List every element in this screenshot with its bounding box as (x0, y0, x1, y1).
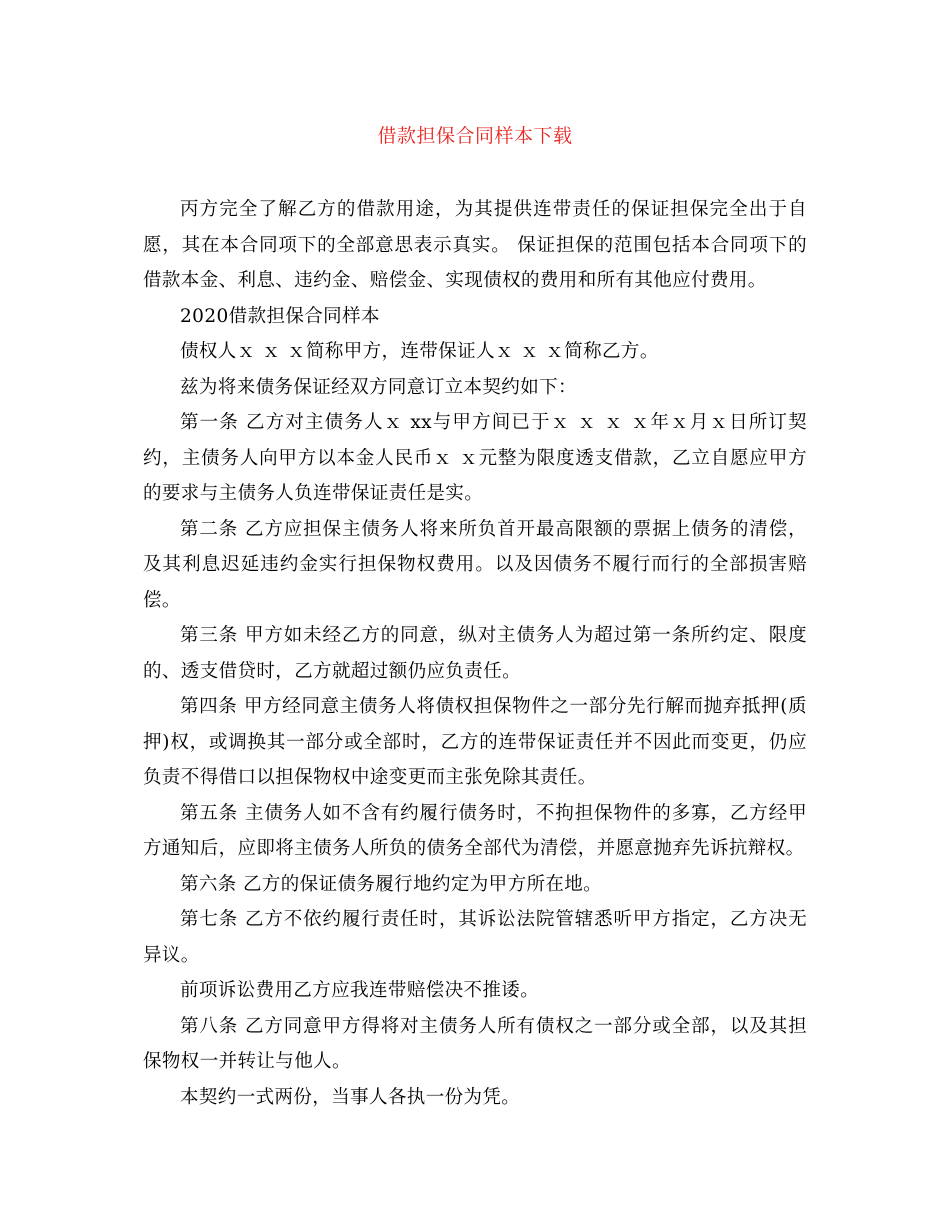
paragraph-sample-heading: 2020借款担保合同样本 (180, 305, 380, 327)
paragraph-article-1: 第一条 乙方对主债务人ｘ xx与甲方间已于ｘ ｘ ｘ ｘ年ｘ月ｘ日所订契约，主债务人向甲方以本金人民币ｘ ｘ元整为限度透支借款，乙立自愿应甲方的要求与主债务人负连带保证责任是实。 (143, 412, 807, 504)
paragraph-preamble: 兹为将来债务保证经双方同意订立本契约如下： (180, 376, 577, 398)
paragraph-article-8: 第八条 乙方同意甲方得将对主债务人所有债权之一部分或全部，以及其担保物权一并转让与他人。 (143, 1015, 807, 1072)
document-body (143, 192, 807, 1115)
document-title: 借款担保合同样本下载 (377, 125, 573, 147)
paragraph-article-2: 第二条 乙方应担保主债务人将来所负首开最高限额的票据上债务的清偿，及其利息迟延违约金实行担保物权费用。以及因债务不履行而行的全部损害赔偿。 (143, 518, 807, 611)
paragraph-article-5: 第五条 主债务人如不含有约履行债务时，不拘担保物件的多寡，乙方经甲方通知后，应即将主债务人所负的债务全部代为清偿，并愿意抛弃先诉抗辩权。 (143, 802, 807, 859)
paragraph-litigation-costs: 前项诉讼费用乙方应我连带赔偿决不推诿。 (180, 980, 540, 1001)
paragraph-article-4: 第四条 甲方经同意主债务人将债权担保物件之一部分先行解而抛弃抵押(质押)权，或调换其一部分或全部时，乙方的连带保证责任并不因此而变更，仍应负责不得借口以担保物权中途变更而主张免除其责任。 (143, 696, 807, 788)
paragraph-parties: 债权人ｘ ｘ ｘ简称甲方，连带保证人ｘ ｘ ｘ简称乙方。 (180, 341, 659, 362)
paragraph-guarantee-scope: 丙方完全了解乙方的借款用途，为其提供连带责任的保证担保完全出于自愿，其在本合同项下的全部意思表示真实。 保证担保的范围包括本合同项下的借款本金、利息、违约金、赔偿金、实现债权的费用和所有其他应付费用。 (143, 199, 807, 291)
paragraph-article-3: 第三条 甲方如未经乙方的同意，纵对主债务人为超过第一条所约定、限度的、透支借贷时，乙方就超过额仍应负责任。 (143, 625, 807, 682)
paragraph-article-6: 第六条 乙方的保证债务履行地约定为甲方所在地。 (180, 873, 603, 895)
paragraph-article-7: 第七条 乙方不依约履行责任时，其诉讼法院管辖悉听甲方指定，乙方决无异议。 (143, 909, 807, 966)
paragraph-copies: 本契约一式两份，当事人各执一份为凭。 (180, 1086, 521, 1108)
